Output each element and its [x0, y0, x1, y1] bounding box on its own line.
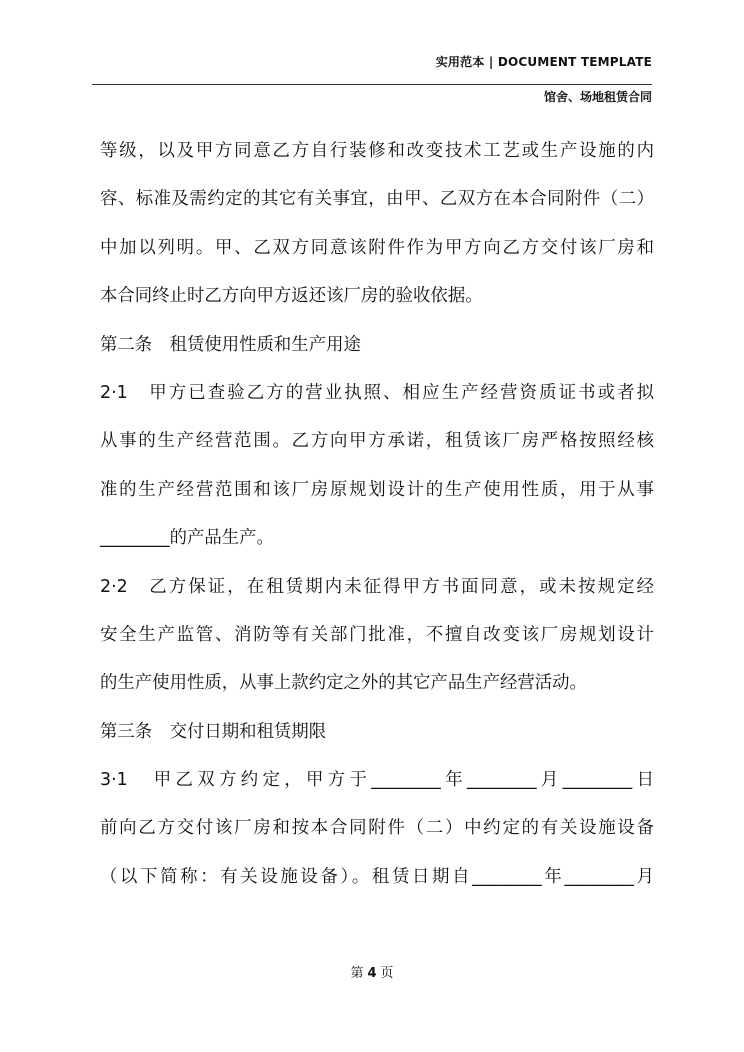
header-subtitle: 馆舍、场地租赁合同	[543, 90, 652, 104]
body-line: 2·1 甲方已查验乙方的营业执照、相应生产经营资质证书或者拟	[100, 382, 654, 403]
body-line: 从事的生产经营范围。乙方向甲方承诺，租赁该厂房严格按照经核	[100, 431, 654, 452]
body-line: 容、标准及需约定的其它有关事宜，由甲、乙双方在本合同附件（二）	[100, 189, 654, 210]
body-line: 3·1 甲乙双方约定，甲方于________年________月________日	[100, 770, 654, 791]
body-line: 等级，以及甲方同意乙方自行装修和改变技术工艺或生产设施的内	[100, 141, 654, 161]
header-title: 实用范本 | DOCUMENT TEMPLATE	[435, 55, 652, 69]
section-heading: 第二条 租赁使用性质和生产用途	[100, 334, 361, 355]
body-line: 的生产使用性质，从事上款约定之外的其它产品生产经营活动。	[100, 673, 587, 694]
body-line: 本合同终止时乙方向甲方返还该厂房的验收依据。	[100, 286, 483, 307]
body-line: 准的生产经营范围和该厂房原规划设计的生产使用性质，用于从事	[100, 479, 654, 500]
section-heading: 第三条 交付日期和租赁期限	[100, 721, 327, 742]
body-line: 中加以列明。甲、乙双方同意该附件作为甲方向乙方交付该厂房和	[100, 237, 654, 258]
body-line: （以下简称：有关设施设备）。租赁日期自________年________月	[100, 866, 654, 887]
body-line: 2·2 乙方保证，在租赁期内未征得甲方书面同意，或未按规定经	[100, 576, 654, 597]
header-divider	[92, 84, 652, 85]
body-line: 前向乙方交付该厂房和按本合同附件（二）中约定的有关设施设备	[100, 818, 654, 839]
body-line: 安全生产监管、消防等有关部门批准，不擅自改变该厂房规划设计	[100, 624, 654, 645]
document-body	[100, 127, 654, 901]
page-footer	[0, 962, 744, 981]
footer-suffix: 页	[380, 966, 394, 981]
page-number: 4	[367, 966, 377, 981]
footer-prefix: 第	[350, 966, 364, 981]
body-line: ________的产品生产。	[100, 528, 274, 549]
